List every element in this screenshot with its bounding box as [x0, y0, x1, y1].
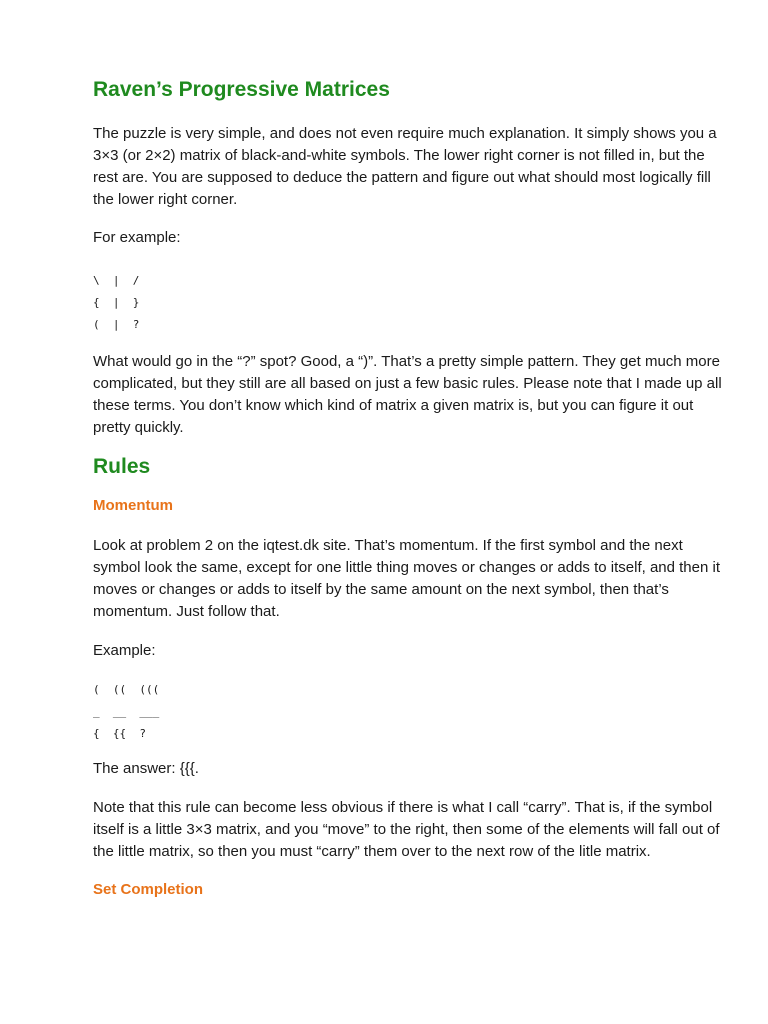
momentum-paragraph-1: Look at problem 2 on the iqtest.dk site. That’s momentum. If the first symbol and the next symbol look the same, except for one little thing moves or changes or adds to itself, and then it moves or changes or adds to itself by the same amount on the next symbol, then that’s momentum. Just follow that. [93, 537, 721, 620]
momentum-example-matrix [93, 679, 723, 745]
rules-heading: Rules [93, 455, 151, 478]
page-title: Raven’s Progressive Matrices [93, 78, 390, 101]
matrix-row: { | } [93, 296, 140, 309]
matrix-row: { {{ ? [93, 727, 146, 740]
momentum-answer: The answer: {{{. [93, 760, 199, 777]
intro-paragraph-1: The puzzle is very simple, and does not even require much explanation. It simply shows you a 3×3 (or 2×2) matrix of black-and-white symbols. The lower right corner is not filled in, but the rest are. You are supposed to deduce the pattern and figure out what should most logically fill the lower right corner. [93, 125, 717, 208]
document-content [93, 76, 723, 900]
momentum-paragraph-2: Example: [93, 642, 156, 659]
matrix-row: _ __ ___ [93, 705, 160, 718]
intro-paragraph-3: What would go in the “?” spot? Good, a “)”. That’s a pretty simple pattern. They get much more complicated, but they still are all based on just a few basic rules. Please note that I made up all these terms. You don’t know which kind of matrix a given matrix is, but you can figure it out pretty quickly. [93, 353, 722, 436]
momentum-paragraph-3: Note that this rule can become less obvious if there is what I call “carry”. That is, if the symbol itself is a little 3×3 matrix, and you “move” to the right, then some of the elements will fall out of the little matrix, so then you must “carry” them over to the next row of the litle matrix. [93, 799, 720, 860]
matrix-row: ( | ? [93, 318, 140, 331]
set-completion-heading: Set Completion [93, 881, 204, 898]
intro-example-matrix [93, 270, 723, 336]
intro-paragraph-2: For example: [93, 229, 181, 246]
matrix-row: \ | / [93, 274, 140, 287]
matrix-row: ( (( ((( [93, 683, 160, 696]
momentum-heading: Momentum [93, 497, 173, 514]
